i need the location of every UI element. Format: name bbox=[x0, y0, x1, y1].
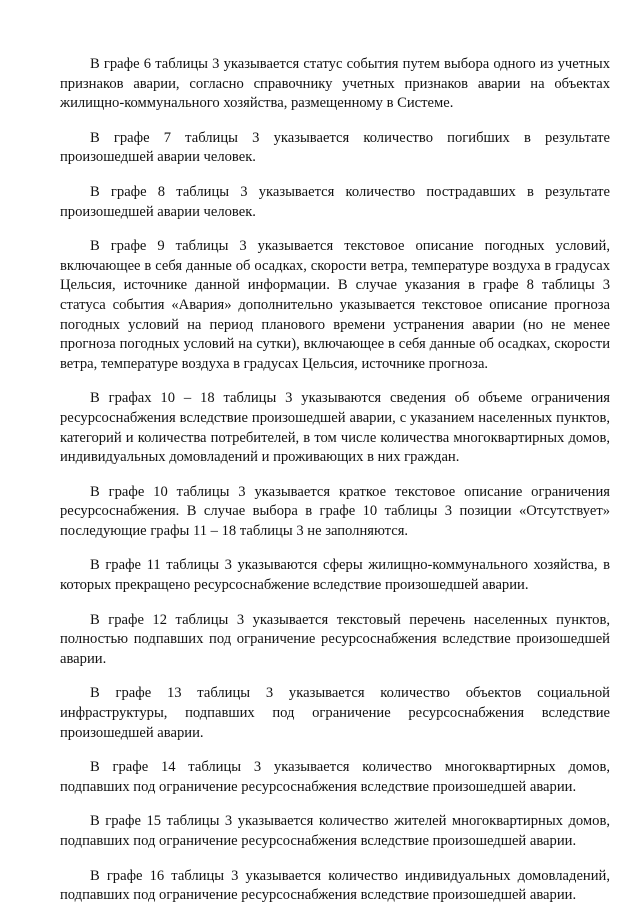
paragraph-graph-6: В графе 6 таблицы 3 указывается статус события путем выбора одного из учетных признаков аварии, согласно справочнику учетных признаков аварии на объектах жилищно-коммунального хозяйства, размещенному в Системе. bbox=[60, 56, 610, 112]
paragraph-graph-9: В графе 9 таблицы 3 указывается текстовое описание погодных условий, включающее в себя данные об осадках, скорости ветра, температуре воздуха в градусах Цельсия, источнике данной информации. В случае указания в графе 8 таблицы 3 статуса события «Авария» дополнительно указывается текстовое описание прогноза погодных условий на период планового времени устранения аварии (но не менее прогноза погодных условий на сутки), включающее в себя данные об осадках, скорости ветра, температуре воздуха в градусах Цельсия, источнике прогноза. bbox=[60, 238, 610, 372]
paragraph-graph-14: В графе 14 таблицы 3 указывается количество многоквартирных домов, подпавших под ограничение ресурсоснабжения вследствие произошедшей аварии. bbox=[60, 759, 610, 795]
paragraph-graph-7: В графе 7 таблицы 3 указывается количество погибших в результате произошедшей аварии человек. bbox=[60, 129, 610, 166]
paragraph-graph-8: В графе 8 таблицы 3 указывается количество пострадавших в результате произошедшей аварии человек. bbox=[60, 183, 610, 220]
document-page bbox=[60, 55, 610, 921]
paragraph-graph-10: В графе 10 таблицы 3 указывается краткое текстовое описание ограничения ресурсоснабжения. В случае выбора в графе 10 таблицы 3 позиции «Отсутствует» последующие графы 11 – 18 таблицы 3 не заполняются. bbox=[60, 483, 610, 539]
paragraph-graph-12: В графе 12 таблицы 3 указывается текстовый перечень населенных пунктов, полностью подпавших под ограничение ресурсоснабжения вследствие произошедшей аварии. bbox=[60, 611, 610, 667]
paragraph-graph-11: В графе 11 таблицы 3 указываются сферы жилищно-коммунального хозяйства, в которых прекращено ресурсоснабжение вследствие произошедшей аварии. bbox=[60, 557, 610, 594]
paragraph-graph-16: В графе 16 таблицы 3 указывается количество индивидуальных домовладений, подпавших под ограничение ресурсоснабжения вследствие произошедшей аварии. bbox=[60, 867, 610, 904]
paragraph-graph-15: В графе 15 таблицы 3 указывается количество жителей многоквартирных домов, подпавших под ограничение ресурсоснабжения вследствие произошедшей аварии. bbox=[60, 813, 610, 849]
paragraph-graph-13: В графе 13 таблицы 3 указывается количество объектов социальной инфраструктуры, подпавших под ограничение ресурсоснабжения вследствие произошедшей аварии. bbox=[60, 685, 610, 741]
paragraph-graphs-10-18: В графах 10 – 18 таблицы 3 указываются сведения об объеме ограничения ресурсоснабжения вследствие произошедшей аварии, с указанием населенных пунктов, категорий и количества потребителей, в том числе количества многоквартирных домов, индивидуальных домовладений и проживающих в них граждан. bbox=[60, 390, 610, 466]
